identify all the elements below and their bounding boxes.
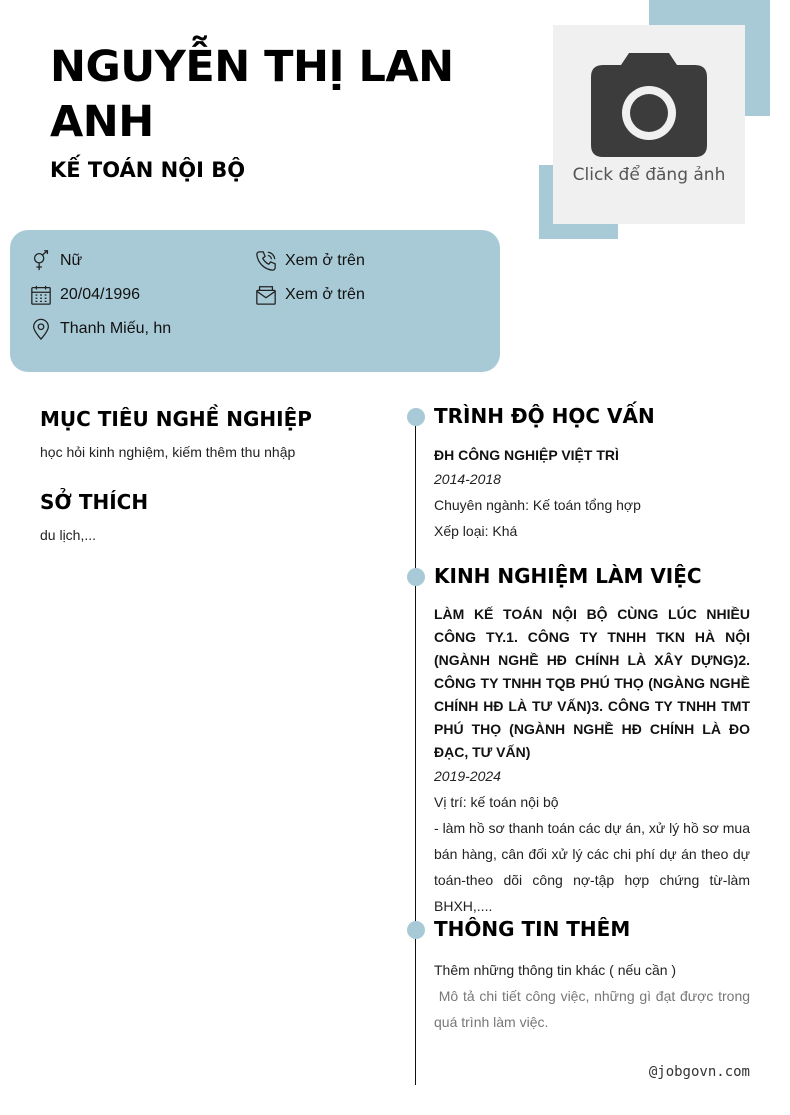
gender-value: Nữ [60,252,83,269]
phone-icon [255,250,277,272]
job-title: KẾ TOÁN NỘI BỘ [50,158,246,182]
camera-icon [591,53,707,159]
envelope-icon [255,284,277,306]
gender-icon [30,250,52,272]
location-pin-icon [30,318,52,340]
experience-heading: KINH NGHIỆM LÀM VIỆC [434,564,702,588]
timeline-line [415,416,416,1085]
candidate-name: NGUYỄN THỊ LAN ANH [50,42,454,147]
timeline-dot-education [407,408,425,426]
hobbies-heading: SỞ THÍCH [40,490,149,514]
birthday-value: 20/04/1996 [60,286,141,303]
photo-caption: Click để đăng ảnh [572,165,726,185]
additional-heading: THÔNG TIN THÊM [434,917,631,941]
additional-line-1: Thêm những thông tin khác ( nếu cần ) [434,962,677,978]
contact-birthday [30,284,140,306]
photo-upload-area[interactable] [553,25,745,224]
contact-phone [255,250,365,272]
education-heading: TRÌNH ĐỘ HỌC VẤN [434,404,655,428]
education-major: Chuyên ngành: Kế toán tổng hợp [434,497,641,513]
email-value: Xem ở trên [285,286,365,303]
additional-line-2: Mô tả chi tiết công việc, những gì đạt được trong quá trình làm việc. [434,988,754,1030]
experience-section [434,603,750,919]
contact-email [255,284,365,306]
hobbies-text: du lịch,... [40,527,97,543]
experience-description: - làm hồ sơ thanh toán các dự án, xử lý hồ sơ mua bán hàng, cân đối xử lý các chi phí dự án theo dự toán-theo dõi công nợ-tập hợp chứng từ-làm BHXH,.... [434,820,750,914]
education-school: ĐH CÔNG NGHIỆP VIỆT TRÌ [434,447,619,463]
footer-brand: @jobgovn.com [648,1064,750,1080]
timeline-dot-additional [407,921,425,939]
additional-section [434,957,754,1035]
contact-address [30,318,171,340]
address-value: Thanh Miếu, hn [60,320,172,337]
timeline-dot-experience [407,568,425,586]
objective-text: học hỏi kinh nghiệm, kiếm thêm thu nhập [40,444,296,460]
education-grade: Xếp loại: Khá [434,523,518,539]
contact-gender [30,250,82,272]
education-section [434,444,750,544]
phone-value: Xem ở trên [285,252,365,269]
education-period: 2014-2018 [434,471,501,487]
experience-position: Vị trí: kế toán nội bộ [434,794,559,810]
experience-company: LÀM KẾ TOÁN NỘI BỘ CÙNG LÚC NHIỀU CÔNG TY.1. CÔNG TY TNHH TKN HÀ NỘI (NGÀNH NGHỀ HĐ CHÍNH LÀ XÂY DỰNG)2. CÔNG TY TNHH TQB PHÚ THỌ (NGÀNG NGHỀ CHÍNH HĐ LÀ TƯ VẤN)3. CÔNG TY TNHH TMT PHÚ THỌ (NGÀNH NGHỀ HĐ CHÍNH LÀ ĐO ĐẠC, TƯ VẤN) [434,606,750,760]
objective-heading: MỤC TIÊU NGHỀ NGHIỆP [40,407,312,431]
contact-info-box [10,230,500,372]
calendar-icon [30,284,52,306]
experience-period: 2019-2024 [434,768,501,784]
